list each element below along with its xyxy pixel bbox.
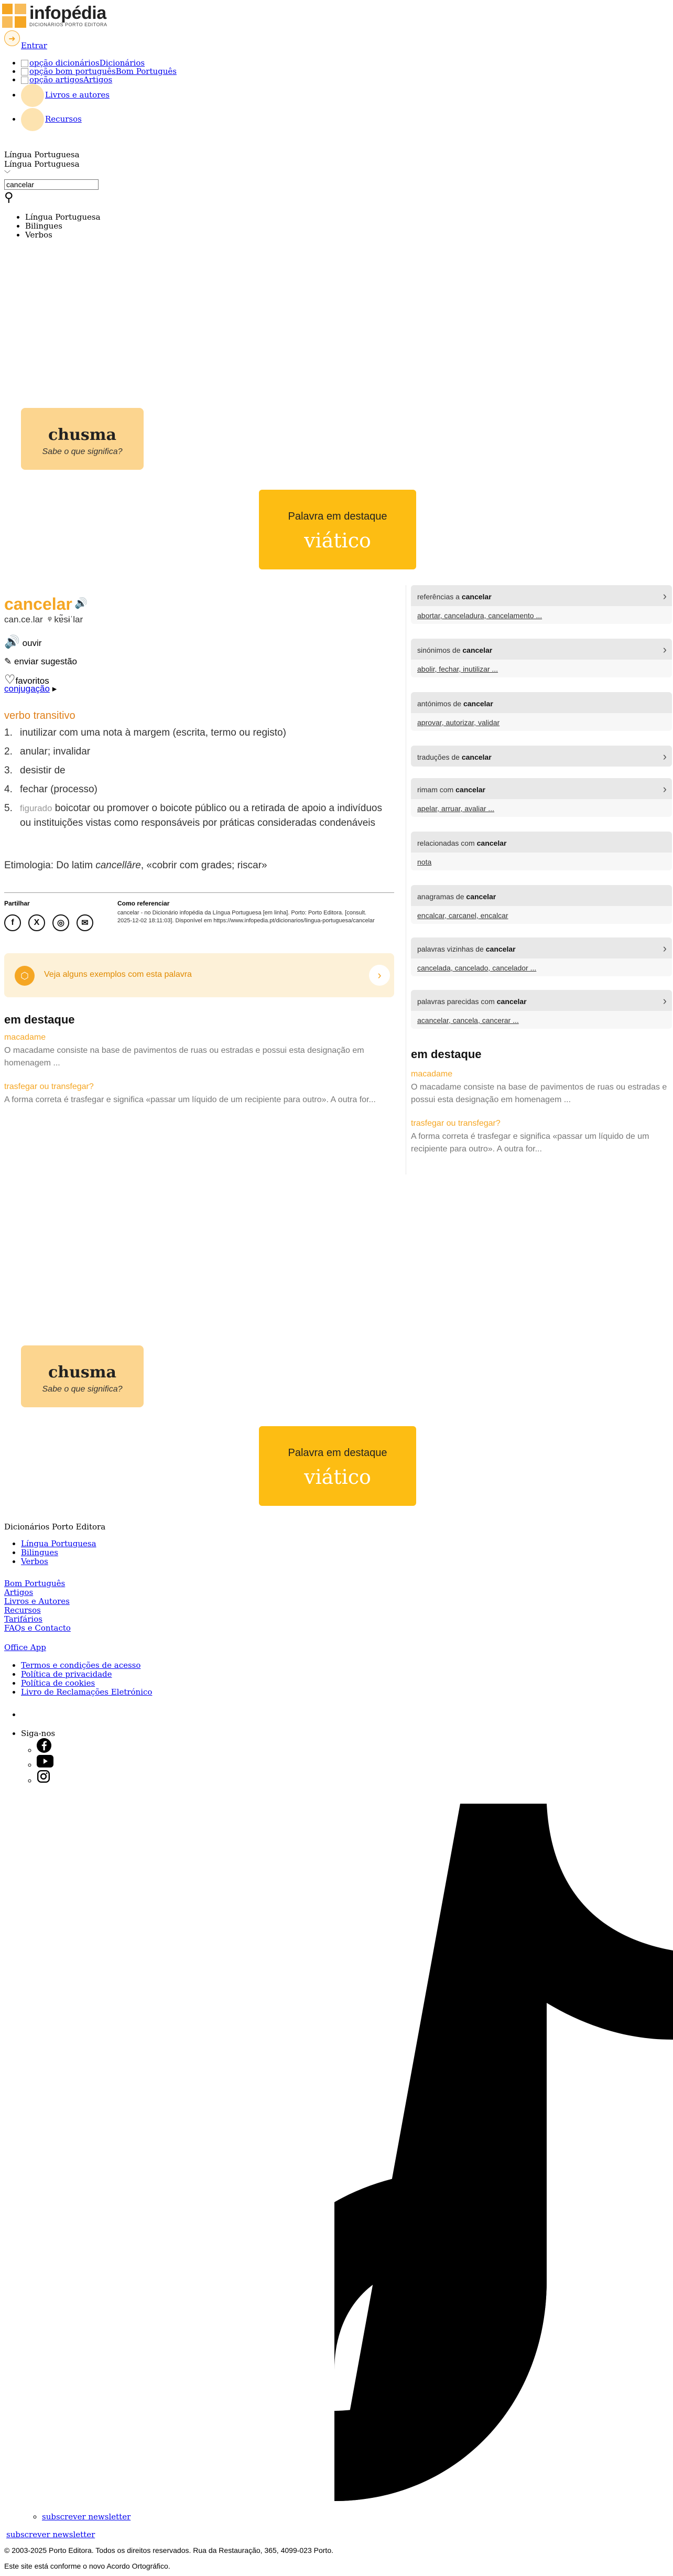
definition-text: inutilizar com uma nota à margem (escrita, termo ou registo) xyxy=(20,727,286,738)
login-link[interactable]: Entrar xyxy=(21,41,47,50)
nav-alt: opção artigos xyxy=(29,75,84,84)
syllables: can.ce.lar xyxy=(4,615,43,624)
sidebar-card-vizinhas[interactable] xyxy=(411,937,672,976)
listen-label: ouvir xyxy=(22,638,42,648)
footer-link[interactable]: Livros e Autores xyxy=(4,1597,70,1606)
promo-featured-title: Palavra em destaque xyxy=(288,511,387,522)
card-word: cancelar xyxy=(461,592,492,601)
chevron-right-icon: › xyxy=(663,589,667,602)
nav-label: Artigos xyxy=(83,75,113,84)
promo-chusma-sub: Sabe o que significa? xyxy=(42,1385,123,1394)
suggest-label: enviar sugestão xyxy=(14,656,78,666)
footer-link[interactable]: FAQs e Contacto xyxy=(4,1623,71,1633)
brand-name: infopédia xyxy=(29,3,106,23)
card-items[interactable]: apelar, arruar, avaliar ... xyxy=(417,804,495,813)
definition-text: desistir de xyxy=(20,765,66,776)
promo-chusma-sub: Sabe o que significa? xyxy=(42,447,123,456)
resources-icon xyxy=(21,108,44,131)
favorites-label: favoritos xyxy=(15,676,49,686)
card-items[interactable]: cancelada, cancelado, cancelador ... xyxy=(417,964,537,972)
edit-icon: ✎ xyxy=(4,656,12,666)
nav-item-bom-portugues[interactable] xyxy=(21,67,177,76)
footer-link[interactable]: Verbos xyxy=(21,1557,48,1566)
follow-label: Siga-nos xyxy=(21,1729,56,1738)
card-prefix: traduções de xyxy=(417,753,462,761)
facebook-icon[interactable] xyxy=(37,1738,51,1753)
card-items[interactable]: acancelar, cancela, cancerar ... xyxy=(417,1016,519,1025)
chevron-right-icon: › xyxy=(369,965,390,986)
card-prefix: referências a xyxy=(417,592,462,601)
promo-featured-word-text: viático xyxy=(304,1465,371,1489)
chevron-down-icon[interactable]: ﹀ xyxy=(4,170,11,177)
follow-us xyxy=(21,1729,55,1785)
promo-chusma[interactable] xyxy=(21,408,144,470)
legal-link[interactable]: Política de cookies xyxy=(21,1678,95,1688)
footer-link[interactable]: Língua Portuguesa xyxy=(21,1539,96,1548)
cite-label: Como referenciar xyxy=(117,900,170,907)
nav-alt: opção bom português xyxy=(29,67,116,76)
broken-image-icon xyxy=(21,68,28,76)
entry-word: cancelar xyxy=(4,595,72,613)
definition-text: anular; invalidar xyxy=(20,746,91,757)
heart-icon: ♡ xyxy=(4,673,16,687)
definition-item xyxy=(4,745,392,759)
listen-button[interactable] xyxy=(4,634,41,650)
promo-featured-title: Palavra em destaque xyxy=(288,1447,387,1459)
language-option[interactable]: • Bilingues xyxy=(25,222,101,231)
sidebar-card-anagramas[interactable] xyxy=(411,885,672,924)
chevron-right-icon: › xyxy=(663,994,667,1007)
sidebar-em-destaque-item-text: O macadame consiste na base de pavimentos de ruas ou estradas e possui esta designação em homenagem ... xyxy=(411,1083,667,1104)
nav-item-dicionarios[interactable] xyxy=(21,59,177,67)
card-word: cancelar xyxy=(485,945,516,953)
card-items[interactable]: encalcar, carcanel, encalcar xyxy=(417,911,508,920)
footer-link[interactable]: Artigos xyxy=(4,1588,34,1597)
broken-image-icon xyxy=(21,77,28,84)
social-item[interactable] xyxy=(37,1770,55,1785)
facebook-icon[interactable]: f xyxy=(4,914,21,931)
definition-item xyxy=(4,782,392,797)
nav-label: Bom Português xyxy=(115,67,177,76)
footer-empty-list xyxy=(0,1710,21,1719)
em-destaque-item-text: A forma correta é trasfegar e significa «passar um líquido de um recipiente para outro». A outra for... xyxy=(4,1095,376,1104)
card-prefix: anagramas de xyxy=(417,892,466,901)
promo-featured-word-bottom[interactable] xyxy=(259,1426,416,1506)
language-selector[interactable] xyxy=(4,150,80,178)
card-prefix: sinónimos de xyxy=(417,646,463,654)
ipa-marker: ᵠ xyxy=(48,615,52,624)
share-icons xyxy=(4,914,93,931)
examples-label: Veja alguns exemplos com esta palavra xyxy=(44,970,192,979)
definition-number: 1. xyxy=(4,727,13,738)
ipa: kɐ̃sɨˈlar xyxy=(54,615,83,624)
card-prefix: relacionadas com xyxy=(417,839,477,847)
etymology-term: cancellāre xyxy=(95,860,141,871)
card-word: cancelar xyxy=(476,839,507,847)
em-destaque-title: em destaque xyxy=(4,1013,75,1026)
sidebar-em-destaque-item-title[interactable]: trasfegar ou transfegar? xyxy=(411,1119,501,1128)
pronunciation xyxy=(4,615,83,625)
youtube-icon[interactable] xyxy=(37,1755,53,1767)
sidebar-card-parecidas[interactable] xyxy=(411,990,672,1029)
footer-heading: Dicionários Porto Editora xyxy=(4,1522,106,1532)
card-items[interactable]: aprovar, autorizar, validar xyxy=(417,718,500,727)
brand-tagline: DICIONÁRIOS PORTO EDITORA xyxy=(29,22,107,27)
office-app-label[interactable]: Office App xyxy=(4,1643,46,1652)
search-icon[interactable]: ⚲ xyxy=(4,190,14,204)
sidebar-card-traducoes[interactable] xyxy=(411,746,672,767)
site-logo[interactable] xyxy=(2,1,107,30)
speaker-icon[interactable]: 🔊 xyxy=(74,597,88,609)
card-prefix: antónimos de xyxy=(417,699,463,708)
language-current-secondary: Língua Portuguesa xyxy=(4,159,80,169)
etymology-suffix: , «cobrir com grades; riscar» xyxy=(140,860,267,871)
language-option[interactable]: • Verbos xyxy=(25,231,101,240)
language-option[interactable]: • Língua Portuguesa xyxy=(25,213,101,222)
legal-link[interactable]: Livro de Reclamações Eletrónico xyxy=(21,1687,153,1697)
examples-icon: ⬡ xyxy=(15,966,35,986)
footer-link[interactable]: Tarifários xyxy=(4,1614,42,1624)
nav-item-recursos[interactable] xyxy=(21,108,110,131)
whatsapp-icon[interactable]: ◎ xyxy=(52,914,69,931)
footer-dict-links xyxy=(0,1539,96,1566)
card-prefix: rimam com xyxy=(417,785,456,794)
broken-image-icon xyxy=(21,60,28,67)
logo-icon xyxy=(2,4,26,28)
sidebar-em-destaque-item-title[interactable]: macadame xyxy=(411,1070,453,1079)
definition-domain: figurado xyxy=(20,803,52,813)
email-icon[interactable]: ✉ xyxy=(77,914,93,931)
footer-links xyxy=(4,1579,71,1633)
play-icon: ▸ xyxy=(52,684,57,694)
examples-button[interactable] xyxy=(4,953,394,997)
card-items[interactable]: abortar, canceladura, cancelamento ... xyxy=(417,611,542,620)
sidebar-card-antonimos[interactable] xyxy=(411,692,672,731)
sidebar-em-destaque-item-text: A forma correta é trasfegar e significa «passar um líquido de um recipiente para outro». A outra for... xyxy=(411,1132,649,1154)
etymology xyxy=(4,860,267,871)
newsletter-link[interactable]: subscrever newsletter xyxy=(42,2512,131,2521)
search-input[interactable] xyxy=(4,179,99,190)
conjugation-label[interactable]: conjugação xyxy=(4,684,50,694)
newsletter-link-secondary[interactable]: subscrever newsletter xyxy=(6,2530,95,2539)
definition-text: boicotar ou promover o boicote público ou a retirada de apoio a indivíduos ou instituições vistas como responsáveis por práticas consideradas condenáveis xyxy=(20,803,382,828)
footer-link[interactable]: Recursos xyxy=(4,1605,41,1615)
books-icon xyxy=(21,84,44,107)
nav-item-artigos[interactable] xyxy=(21,76,177,84)
definition-number: 4. xyxy=(4,784,13,795)
language-current: Língua Portuguesa xyxy=(4,150,80,159)
language-list xyxy=(4,213,101,240)
x-twitter-icon[interactable]: X xyxy=(28,914,45,931)
footer-link[interactable]: Bilingues xyxy=(21,1548,58,1557)
promo-featured-word-text: viático xyxy=(304,529,371,552)
chevron-right-icon: › xyxy=(663,643,667,656)
conjugation-link[interactable] xyxy=(4,684,57,694)
promo-chusma-bottom[interactable] xyxy=(21,1345,144,1407)
card-word: cancelar xyxy=(462,646,493,654)
instagram-icon[interactable] xyxy=(37,1770,50,1783)
promo-chusma-word: chusma xyxy=(48,1363,116,1382)
newsletter[interactable] xyxy=(6,2530,95,2539)
copyright: © 2003-2025 Porto Editora. Todos os direitos reservados. Rua da Restauração, 365, 4099-023 Porto. xyxy=(4,2546,333,2555)
nav-alt: opção dicionários xyxy=(29,58,100,68)
card-prefix: palavras vizinhas de xyxy=(417,945,486,953)
part-of-speech: verbo transitivo xyxy=(4,710,75,721)
chevron-right-icon: › xyxy=(663,750,667,763)
tiktok-icon[interactable] xyxy=(334,1793,673,2501)
sidebar-card-rimam[interactable] xyxy=(411,778,672,817)
card-word: cancelar xyxy=(466,892,496,901)
main-nav xyxy=(0,59,177,84)
orthographic-agreement: Este site está conforme o novo Acordo Ortográfico. xyxy=(4,2562,170,2570)
etymology-prefix: Etimologia: Do latim xyxy=(4,860,96,871)
office-app-link[interactable] xyxy=(4,1643,46,1652)
legal-link[interactable]: Política de privacidade xyxy=(21,1669,112,1679)
nav-item-livros[interactable] xyxy=(21,84,110,107)
card-items[interactable]: abolir, fechar, inutilizar ... xyxy=(417,665,498,673)
card-items[interactable]: nota xyxy=(417,858,432,866)
definition-item xyxy=(4,801,392,831)
social-item[interactable] xyxy=(37,1755,55,1770)
card-prefix: palavras parecidas com xyxy=(417,997,497,1006)
em-destaque-item-text: O macadame consiste na base de pavimentos de ruas ou estradas e possui esta designação em homenagem ... xyxy=(4,1046,364,1068)
sidebar-em-destaque-title: em destaque xyxy=(411,1048,482,1061)
speaker-icon: 🔊 xyxy=(4,635,20,649)
chevron-right-icon: › xyxy=(663,782,667,795)
card-word: cancelar xyxy=(461,753,492,761)
card-word: cancelar xyxy=(463,699,493,708)
sidebar-card-relacionadas[interactable] xyxy=(411,832,672,870)
nav-link-recursos[interactable]: Recursos xyxy=(45,114,82,124)
card-word: cancelar xyxy=(455,785,485,794)
suggest-button[interactable] xyxy=(4,656,77,667)
divider xyxy=(4,892,394,893)
definition-number: 5. xyxy=(4,803,13,814)
definition-item xyxy=(4,726,392,740)
nav-label: Dicionários xyxy=(99,58,145,68)
definition-number: 3. xyxy=(4,765,13,776)
legal-link[interactable]: Termos e condições de acesso xyxy=(21,1661,141,1670)
definition-number: 2. xyxy=(4,746,13,757)
login-icon[interactable]: ➜ xyxy=(4,30,20,46)
promo-chusma-word: chusma xyxy=(48,426,116,444)
card-word: cancelar xyxy=(496,997,527,1006)
social-item[interactable] xyxy=(37,1738,55,1755)
footer-link[interactable]: Bom Português xyxy=(4,1579,66,1588)
definition-text: fechar (processo) xyxy=(20,784,97,795)
sidebar-card-sinonimos[interactable] xyxy=(411,639,672,677)
share-label: Partilhar xyxy=(4,900,30,907)
sidebar-card-referencias[interactable] xyxy=(411,585,672,624)
nav-link-livros[interactable]: Livros e autores xyxy=(45,90,110,100)
cite-text: cancelar - no Dicionário infopédia da Língua Portuguesa [em linha]. Porto: Porto Editora. [consult. 2025-12-02 18:11:03]. Disponível em https://www.infopedia.pt/dicionarios/lingua-portuguesa/cancelar xyxy=(117,910,375,924)
em-destaque-item-title[interactable]: macadame xyxy=(4,1033,46,1042)
social-section xyxy=(0,1729,55,1785)
secondary-nav xyxy=(0,84,110,132)
em-destaque-item-title[interactable]: trasfegar ou transfegar? xyxy=(4,1082,94,1091)
footer-legal-links xyxy=(0,1661,152,1697)
definitions-list xyxy=(4,726,392,835)
promo-featured-word[interactable] xyxy=(259,490,416,569)
definition-item xyxy=(4,763,392,778)
newsletter-list xyxy=(21,2513,131,2521)
chevron-right-icon: › xyxy=(663,942,667,955)
